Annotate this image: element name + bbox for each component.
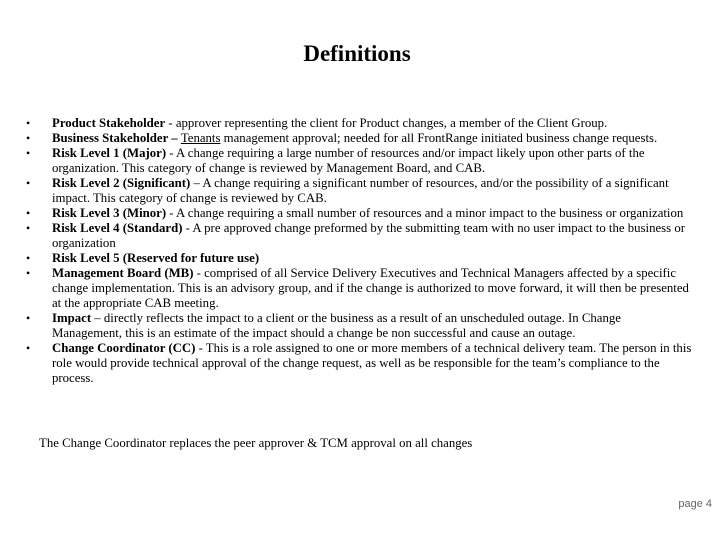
bullet-icon: • (26, 251, 31, 265)
definition-text: - comprised of all Service Delivery Executives and Technical Managers affected by a specific change implementation. This is an advisory group, and if the change is authorized to move forward, it will then be presented at the appropriate CAB meeting. (52, 266, 689, 310)
bullet-icon: • (26, 341, 31, 355)
definition-term: Management Board (MB) (52, 266, 194, 280)
definition-item-risk-level-3 (26, 206, 694, 221)
bullet-icon: • (26, 266, 31, 280)
definition-item-business-stakeholder (26, 131, 694, 146)
definition-term: Risk Level 5 (Reserved for future use) (52, 251, 260, 265)
definitions-list (26, 116, 694, 386)
bullet-icon: • (26, 131, 31, 145)
definition-term: Risk Level 3 (Minor) (52, 206, 167, 220)
definition-item-risk-level-2 (26, 176, 694, 206)
definition-item-impact (26, 311, 694, 341)
change-coordinator-note: The Change Coordinator replaces the peer approver & TCM approval on all changes (39, 436, 473, 450)
definition-text: management approval; needed for all FrontRange initiated business change requests. (220, 131, 658, 145)
bullet-icon: • (26, 221, 31, 235)
definition-text: - This is a role assigned to one or more members of a technical delivery team. The person in this role would provide technical approval of the change request, as well as be responsible for the team’s compliance to the process. (52, 341, 692, 385)
definition-underlined-text: Tenants (180, 131, 221, 145)
definition-text: – directly reflects the impact to a client or the business as a result of an unscheduled outage. In Change Management, this is an estimate of the impact should a change be non successful and cause an outage. (52, 311, 621, 340)
definition-text: - A change requiring a small number of resources and a minor impact to the business or organization (166, 206, 684, 220)
definition-item-risk-level-5 (26, 251, 694, 266)
bullet-icon: • (26, 146, 31, 160)
slide-title: Definitions (303, 41, 411, 66)
definition-item-risk-level-1 (26, 146, 694, 176)
page-number: page 4 (678, 498, 712, 510)
definition-term: Risk Level 1 (Major) (52, 146, 167, 160)
definition-term: Risk Level 4 (Standard) (52, 221, 183, 235)
definition-item-risk-level-4 (26, 221, 694, 251)
definition-text: - A change requiring a large number of resources and/or impact likely upon other parts of the organization. This category of change is reviewed by Management Board, and CAB. (52, 146, 645, 175)
definition-text: - approver representing the client for Product changes, a member of the Client Group. (165, 116, 608, 130)
definition-item-change-coordinator (26, 341, 694, 386)
definition-term: Business Stakeholder (52, 131, 169, 145)
definition-text: – A change requiring a significant number of resources, and/or the possibility of a significant impact. This category of change is reviewed by CAB. (52, 176, 669, 205)
definition-term: Product Stakeholder (52, 116, 166, 130)
bullet-icon: • (26, 176, 31, 190)
definition-dash: – (168, 131, 181, 145)
bullet-icon: • (26, 116, 31, 130)
definition-item-product-stakeholder (26, 116, 694, 131)
definition-term: Impact (52, 311, 92, 325)
definition-term: Risk Level 2 (Significant) (52, 176, 191, 190)
definition-text: - A pre approved change preformed by the submitting team with no user impact to the business or organization (52, 221, 685, 250)
bullet-icon: • (26, 206, 31, 220)
definition-term: Change Coordinator (CC) (52, 341, 196, 355)
bullet-icon: • (26, 311, 31, 325)
definition-item-management-board (26, 266, 694, 311)
